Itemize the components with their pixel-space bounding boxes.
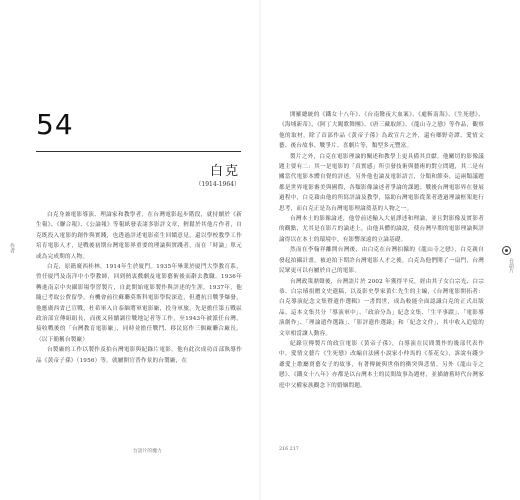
paragraph: 製片之外，白克在電影理論的闡述和教學上更具備其貢獻。他關切的影像議題主要有二：其一是電影的「真實感」所引發技術與藝術的對立問題，其二是有關當代電影本體自覺的評述。另外他也論及電影語言，分類和節奏，這兩類議題都是世界電影審美與國際，各類影像論述者爭論的課題；戰後台灣電影界在發展過程中，白克藉由他的所寫評論及教學，協助台灣電影從業者透過理論框架進行思考，而白克正是為台灣電影理論奠基的人物之一。: [279, 153, 484, 212]
paragraph: 白克，原籍廣西桂林，1914年生於廈門。1935年畢業於廈門大學教育系，曾任廈門及南洋中小學教師，回到熱衷戲劇及電影藝術後而辭去教職。1936年轉進南京中央攝影場學習製片，自此開始電影製作與評述的生涯。1937年，他隨已考取公費留學，有機會前往蘇聯莫斯科電影學院深造，但遭抗日戰爭爆發，他應廣西省已宣戰，杜希軍入自泰緬將軍電影廠，投身軍旅，先是擔任第五戰區政治部宣傳組組長，而後又陸續調往戰地記者等工作，至1943年被派任台灣，接收戰後的「台灣教育電影廠」，同時並擔任戰鬥、移民寫作三個廠聯合廠長。（以下簡稱台製廠）: [36, 264, 242, 343]
paragraph: 然而在李翰祥離開台灣後，由白克在台灣拍攝的《龍山寺之戀》，白克親自發起拍攝計畫，被迫拍下期許台灣電影人才之後，白克為他們開了一扇門，台灣民眾更可以有屬於自己的電影。: [279, 247, 484, 275]
right-body-text: [279, 110, 484, 391]
side-label-left: 作者: [9, 243, 15, 253]
film-reel-icon: [502, 246, 511, 255]
chapter-years: （1914-1964）: [195, 181, 240, 188]
book-gutter: [259, 0, 261, 500]
chapter-title: 白克: [209, 164, 240, 179]
chapter-number: 54: [36, 108, 74, 141]
footer-left: 台語片的魔力: [133, 449, 162, 454]
chapter-rule: [36, 151, 241, 152]
side-label-right: 台語片: [508, 258, 514, 273]
paragraph: 台製廠的工作以製作及拍台灣電影與紀錄片電影，他有此次成功首部執導作品《黃帝子孫》（1956）等，就屬開官普作景的台製廠，在: [36, 347, 242, 364]
paragraph: 台灣政策鼎聲後，台灣語片於 2002 年獲得平反，經由其子女白宗光、白宗恭、白宗璿捐贈文史遺稿，以及影史學家黃仁先生的主編，《台灣電影開拓者：白克導演紀念文集暨遺作選輯》一書問世，成為較能全面認識白克的正式出版品。這本文集共分「導演軍中」、「政治分為」紀念文集、「生平事蹟」、「電影導演創作」、「理論遺作選錄」、「影評遺作選錄」和「紀念文件」，其中收入追憶的文章相當讓人動容。: [279, 278, 484, 337]
paragraph: 開羅總統的《鐵女十八年》、《台南醫夜大血案》、《處斬南海》、《生死戀》、《海埔新蒂》、《阿丁大闖歌舞團》、《唐三藏取經》、《龍山寺之戀》等作品，觀察他的取材，除了首部作品《黃帝子孫》為政宣片之外，還有鄉野奇譚、愛情文藝、後台故事、戰爭片、喜劇片等，類型多元豐富。: [279, 112, 484, 150]
page-numbers: 216 217: [279, 447, 299, 452]
paragraph: 紀錄宣傳製片的政宣電影《黃帝子孫》，白導演在民間製作的幾部代表作中，愛情文藝片《生死戀》改編自法國小說家小仲馬的《茶花女》，訴說有錢少爺愛上歌廳賣藝女子的故事，有著傳統與世俗的衝突與悲情。另外《龍山寺之戀》、《鐵女十八年》亦都是以台灣本土的民間故事為題材，並描繪舊時代台灣家庭中父權家族觀念下的婚姻問題。: [279, 340, 484, 389]
paragraph: 白克身兼電影導演、理論家和教學者，在台灣電影起步階段，就持續於《新生報》、《聯合報》、《公論報》等報紙發表諸多影評文章，輕鬆於其他片作者，自克既投入電影的創作與實踐，也透過評述電影產生回饋意見，還以學校教學工作培育電影人才，是戰後初期台灣電影界重要的理論與實踐者，而在「時論」單元或為完成期的人物。: [36, 212, 242, 260]
left-body-text: [36, 210, 242, 366]
paragraph: 台灣本土的影像論述，他曾前述輸入大量譯述和理論，並且對影像及實影者的觀點，尤其是在影片的論述上，由他具體的論說，使台灣早期的電影理論與評論得以在本土的環境中，有影響深遠的立論基礎。: [279, 216, 484, 243]
